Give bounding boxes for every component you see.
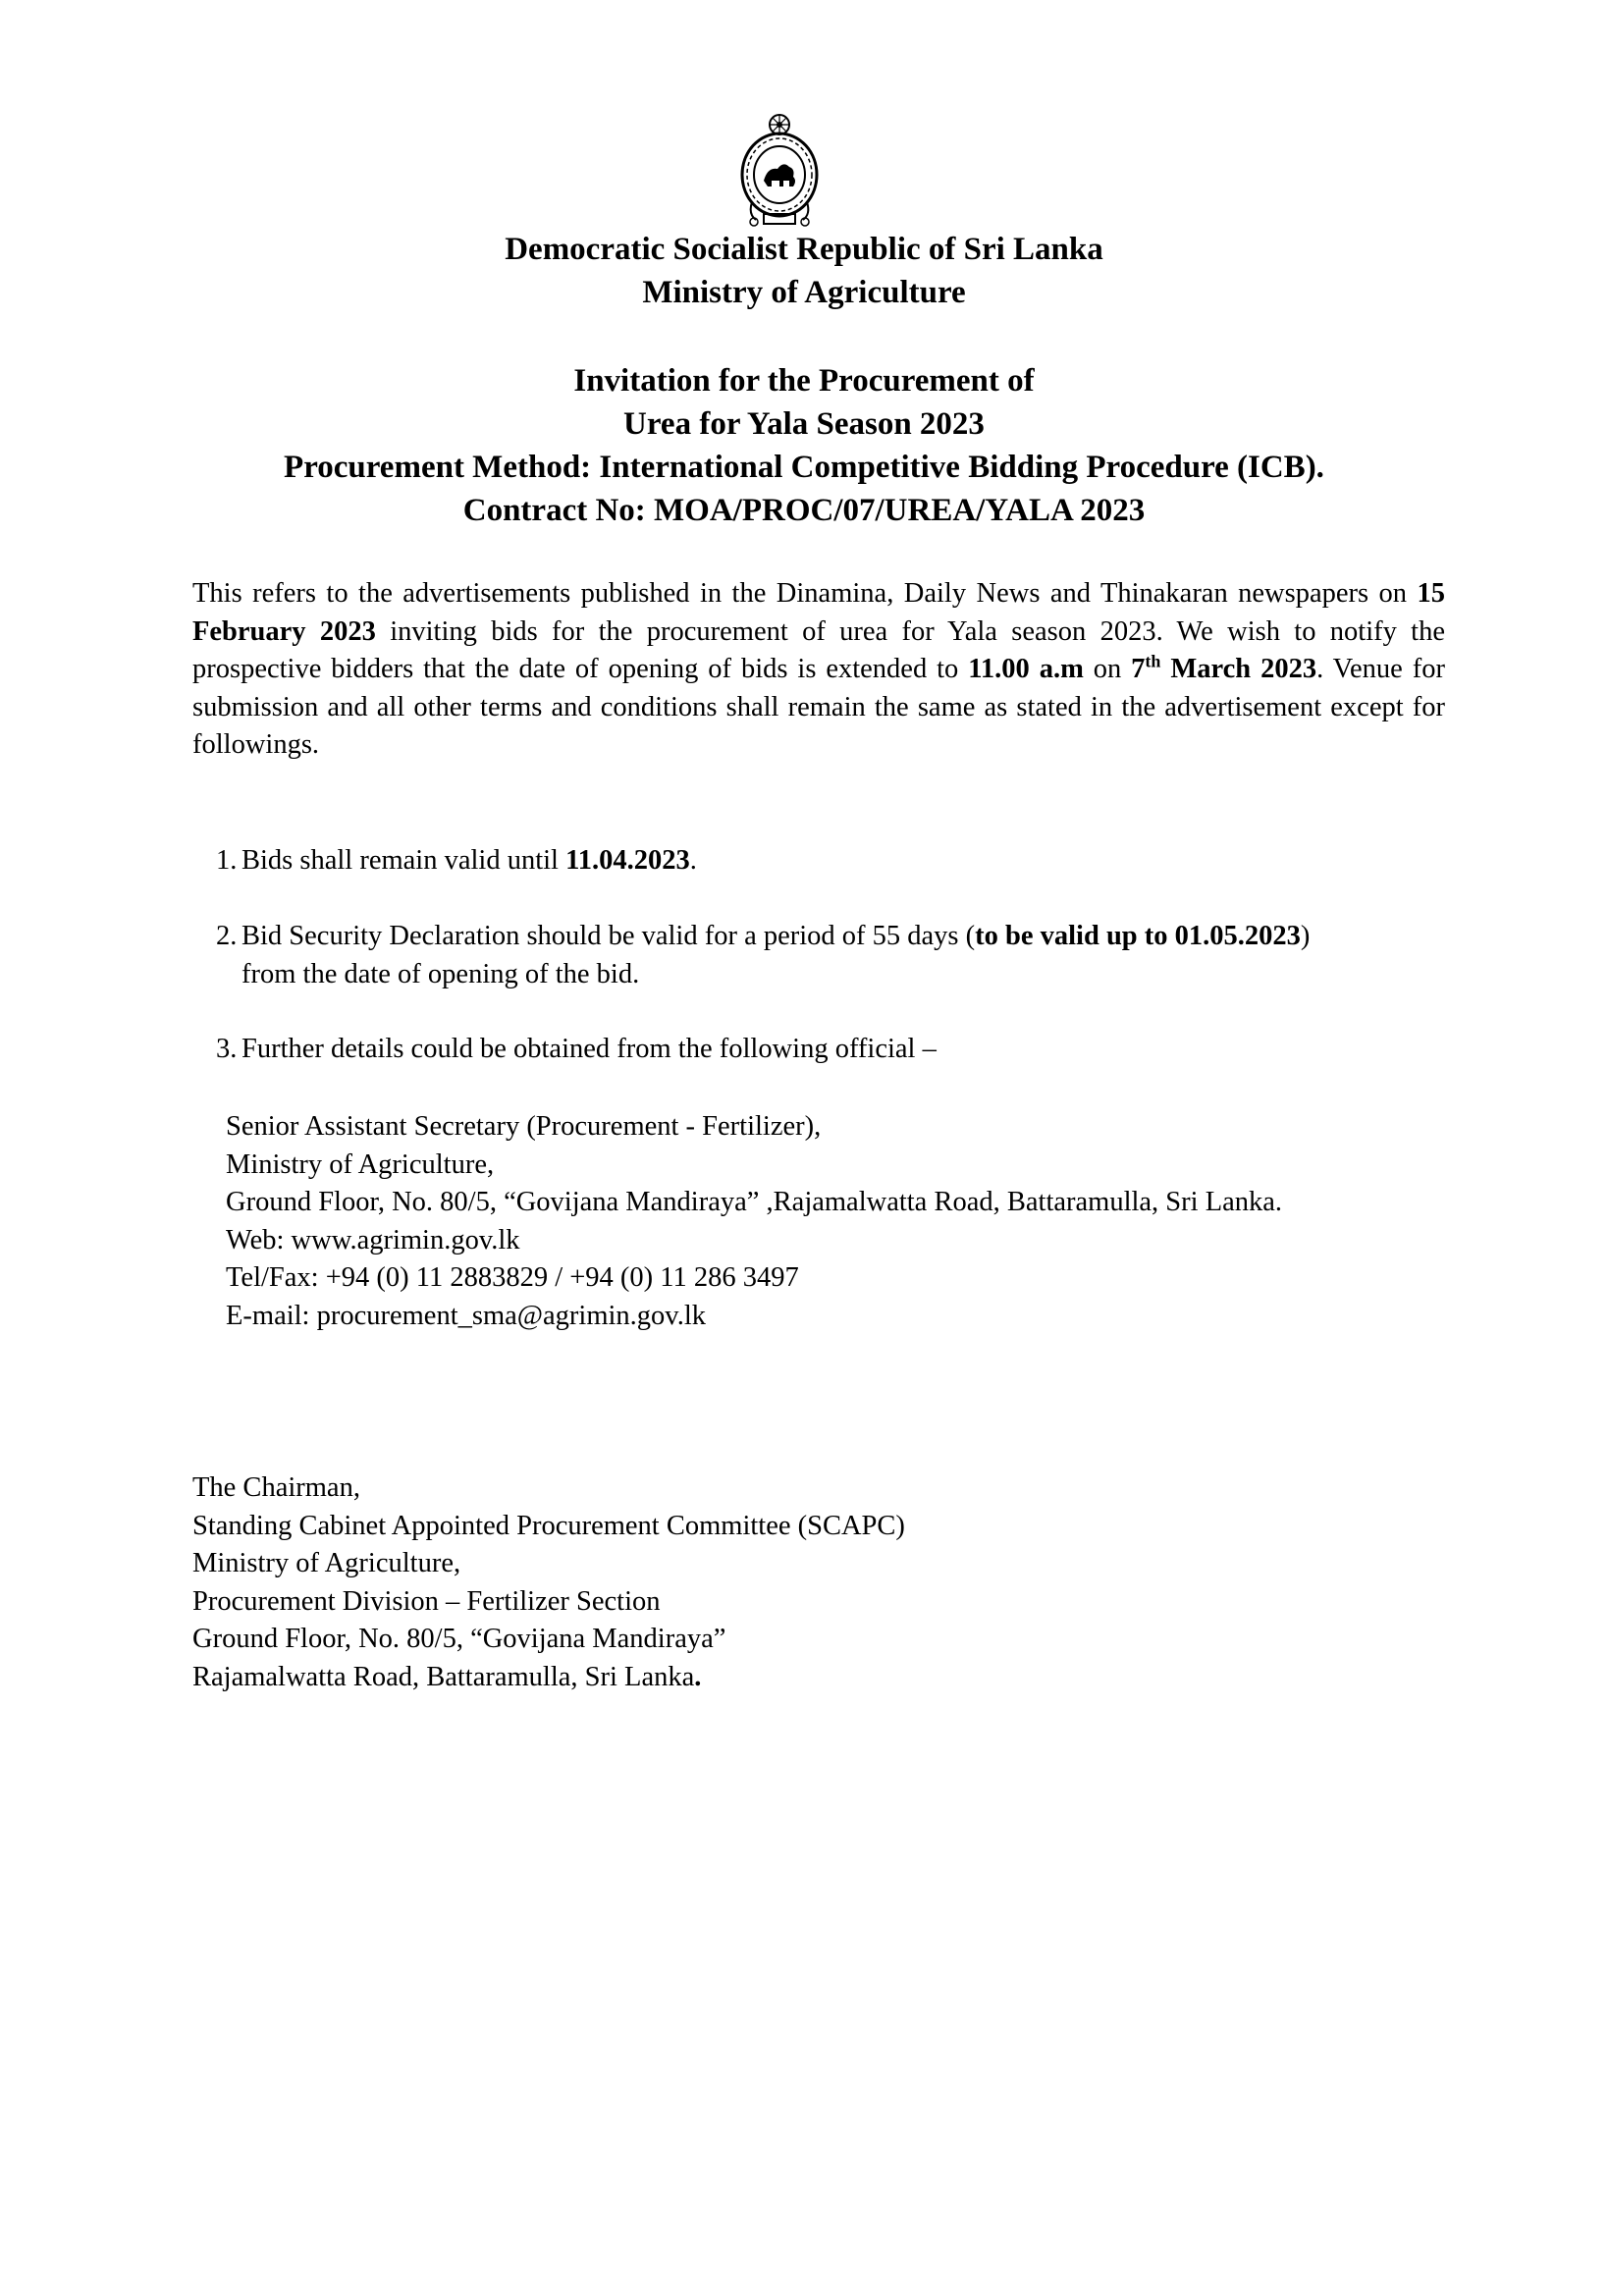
official-ministry: Ministry of Agriculture, bbox=[226, 1148, 495, 1180]
official-web: Web: www.agrimin.gov.lk bbox=[226, 1224, 520, 1255]
official-contact-block bbox=[226, 1108, 1282, 1336]
list-item-text bbox=[241, 918, 1478, 993]
intro-day: 7 bbox=[1131, 654, 1146, 685]
list-item-number: 1. bbox=[216, 845, 238, 876]
title-line-1: Invitation for the Procurement of bbox=[573, 363, 1035, 399]
list-item-number: 2. bbox=[216, 921, 238, 951]
signature-end-mark: . bbox=[694, 1661, 702, 1692]
list-item-text bbox=[241, 842, 1478, 881]
item-after: . bbox=[689, 845, 697, 876]
intro-text-1: This refers to the advertisements published in the Dinamina, Daily News and Thinakaran newspapers on bbox=[192, 578, 1418, 609]
item-text: Further details could be obtained from the following official – bbox=[241, 1034, 937, 1064]
item-bold: to be valid up to 01.05.2023 bbox=[975, 921, 1301, 951]
item-text: Bids shall remain valid until bbox=[241, 845, 566, 876]
intro-time: 11.00 a.m bbox=[968, 654, 1084, 685]
intro-text-2: inviting bids for the procurement of urea for Yala season 2023. We wish to notify the prospective bidders that the date of opening of bids is extended to bbox=[192, 615, 1445, 685]
ministry-name: Ministry of Agriculture bbox=[642, 275, 966, 310]
title-line-3: Procurement Method: International Competitive Bidding Procedure (ICB). bbox=[284, 450, 1324, 485]
country-name: Democratic Socialist Republic of Sri Lanka bbox=[505, 232, 1103, 267]
official-title: Senior Assistant Secretary (Procurement - Fertilizer), bbox=[226, 1111, 822, 1142]
list-item-text bbox=[241, 1031, 1478, 1069]
organization-header bbox=[0, 228, 1608, 314]
item-text: Bid Security Declaration should be valid for a period of 55 days ( bbox=[241, 921, 976, 951]
intro-date: 15 February 2023 bbox=[192, 578, 1445, 647]
signature-line-4: Procurement Division – Fertilizer Section bbox=[192, 1585, 661, 1617]
signature-line-5: Ground Floor, No. 80/5, “Govijana Mandiraya” bbox=[192, 1624, 726, 1655]
signature-line-2: Standing Cabinet Appointed Procurement Committee (SCAPC) bbox=[192, 1510, 905, 1541]
signature-line-6 bbox=[192, 1659, 905, 1697]
signature-line-3: Ministry of Agriculture, bbox=[192, 1548, 461, 1579]
item-line-2: from the date of opening of the bid. bbox=[241, 958, 640, 989]
official-phone: Tel/Fax: +94 (0) 11 2883829 / +94 (0) 11 286 3497 bbox=[226, 1262, 799, 1294]
intro-paragraph bbox=[192, 575, 1445, 765]
signature-block bbox=[192, 1469, 905, 1697]
item-after: ) bbox=[1300, 921, 1311, 951]
official-address: Ground Floor, No. 80/5, “Govijana Mandiraya” ,Rajamalwatta Road, Battaramulla, Sri Lanka. bbox=[226, 1187, 1283, 1218]
intro-day-suffix: th bbox=[1145, 651, 1161, 671]
state-emblem-icon bbox=[734, 112, 825, 232]
signature-line-6-text: Rajamalwatta Road, Battaramulla, Sri Lanka bbox=[192, 1661, 695, 1692]
intro-text-4: . Venue for submission and all other terms and conditions shall remain the same as stated in the advertisement except for followings. bbox=[192, 654, 1445, 761]
intro-text-3: on bbox=[1083, 654, 1132, 685]
title-line-2: Urea for Yala Season 2023 bbox=[623, 406, 985, 442]
title-line-4: Contract No: MOA/PROC/07/UREA/YALA 2023 bbox=[462, 493, 1146, 528]
notice-title bbox=[0, 359, 1608, 532]
item-bold: 11.04.2023 bbox=[565, 845, 690, 876]
list-item-number: 3. bbox=[216, 1034, 238, 1064]
official-email: E-mail: procurement_sma@agrimin.gov.lk bbox=[226, 1300, 706, 1331]
signature-line-1: The Chairman, bbox=[192, 1472, 360, 1503]
intro-month: March 2023 bbox=[1160, 654, 1317, 685]
